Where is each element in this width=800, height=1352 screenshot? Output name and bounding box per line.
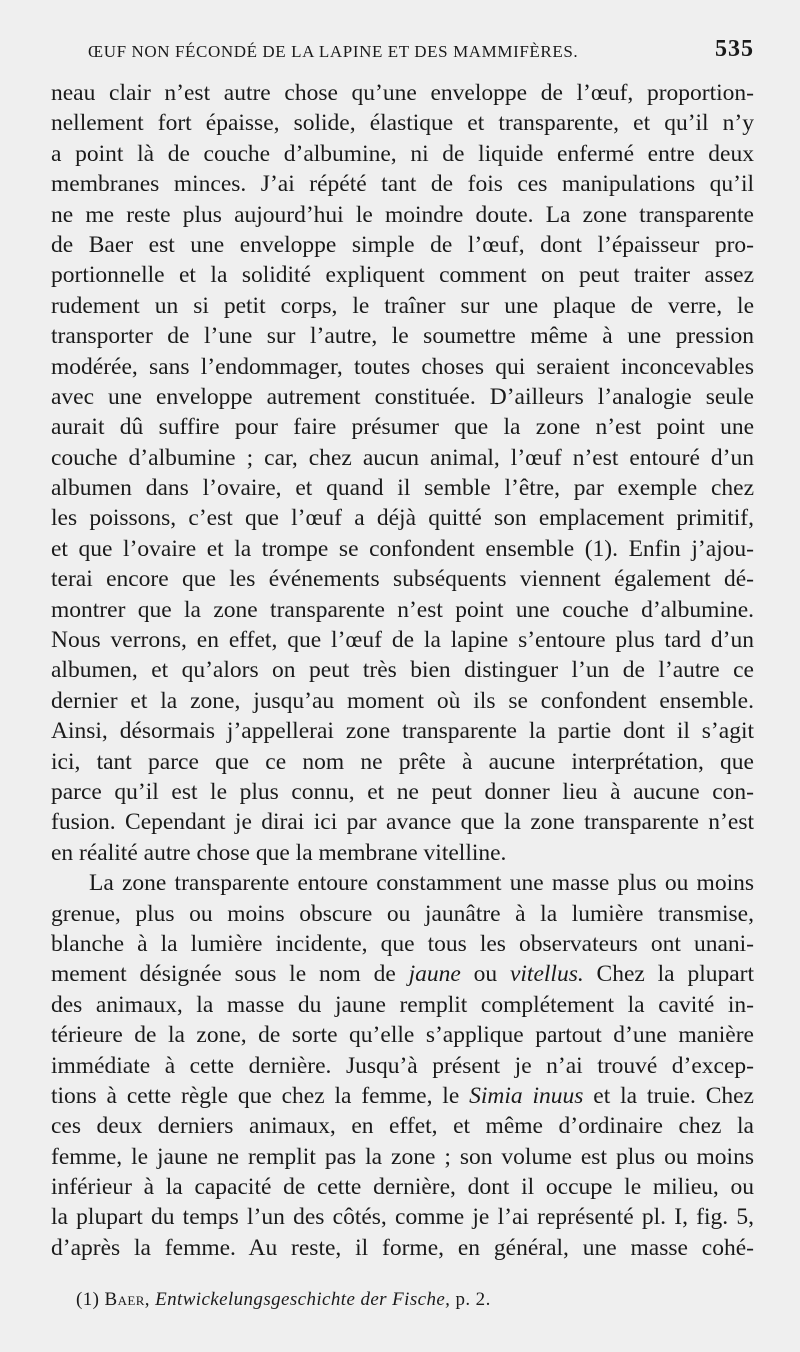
italic-term-simia-inuus: Simia inuus xyxy=(469,1082,584,1109)
text-line: des animaux, la masse du jaune remplit complétement la cavité in- xyxy=(51,991,754,1018)
text-line: ces deux derniers animaux, en effet, et même d’ordinaire chez la xyxy=(51,1113,754,1140)
text-line: Ainsi, désormais j’appellerai zone transparente la partie dont il s’agit xyxy=(51,718,754,745)
text-line: immédiate à cette dernière. Jusqu’à présent je n’ai trouvé d’excep- xyxy=(51,1052,754,1079)
text-line: couche d’albumine ; car, chez aucun animal, l’œuf n’est entouré d’un xyxy=(51,444,754,471)
text-span: et la truie. Chez xyxy=(583,1082,754,1109)
text-line: rudement un si petit corps, le traîner sur une plaque de verre, le xyxy=(51,292,754,319)
text-line: La zone transparente entoure constamment une masse plus ou moins xyxy=(89,870,754,897)
italic-term-vitellus: vitellus. xyxy=(509,961,584,988)
text-line: femme, le jaune ne remplit pas la zone ; son volume est plus ou moins xyxy=(51,1143,754,1170)
text-line: avec une enveloppe autrement constituée. D’ailleurs l’analogie seule xyxy=(51,383,754,410)
text-line: aurait dû suffire pour faire présumer que la zone n’est point une xyxy=(51,414,754,441)
running-title: ŒUF NON FÉCONDÉ DE LA LAPINE ET DES MAMMIFÈRES. xyxy=(88,42,579,61)
paragraph-2 xyxy=(51,868,754,1263)
italic-term-jaune: jaune xyxy=(408,961,461,988)
text-line: fusion. Cependant je dirai ici par avance que la zone transparente n’est xyxy=(51,809,754,836)
text-line: terai encore que les événements subséquents viennent également dé- xyxy=(51,566,754,593)
text-line: ici, tant parce que ce nom ne prête à aucune interprétation, que xyxy=(51,748,754,775)
text-span: Chez la plupart xyxy=(583,961,754,988)
text-line: grenue, plus ou moins obscure ou jaunâtre à la lumière transmise, xyxy=(51,900,754,927)
footnote-mark: (1) xyxy=(76,1289,100,1310)
text-line: inférieur à la capacité de cette dernière, dont il occupe le milieu, ou xyxy=(51,1174,754,1201)
text-line: transporter de l’une sur l’autre, le soumettre même à une pression xyxy=(51,323,754,350)
text-line: la plupart du temps l’un des côtés, comme je l’ai représenté pl. I, fig. 5, xyxy=(51,1204,754,1231)
text-line: a point là de couche d’albumine, ni de liquide enfermé entre deux xyxy=(51,140,754,167)
text-line: de Baer est une enveloppe simple de l’œuf, dont l’épaisseur pro- xyxy=(51,231,754,258)
footnote-page: p. 2. xyxy=(455,1289,491,1310)
text-line: ne me reste plus aujourd’hui le moindre doute. La zone transparente xyxy=(51,201,754,228)
text-line: Nous verrons, en effet, que l’œuf de la lapine s’entoure plus tard d’un xyxy=(51,627,754,654)
text-line: d’après la femme. Au reste, il forme, en général, une masse cohé- xyxy=(51,1234,754,1261)
text-line: parce qu’il est le plus connu, et ne peut donner lieu à aucune con- xyxy=(51,778,754,805)
text-line: térieure de la zone, de sorte qu’elle s’applique partout d’une manière xyxy=(51,1022,754,1049)
body-text xyxy=(51,78,754,1263)
text-line: albumen dans l’ovaire, et quand il semble l’être, par exemple chez xyxy=(51,475,754,502)
page-number: 535 xyxy=(715,36,754,62)
text-line: montrer que la zone transparente n’est point une couche d’albumine. xyxy=(51,596,754,623)
text-line: en réalité autre chose que la membrane vitelline. xyxy=(51,839,507,866)
text-span: tions à cette règle que chez la femme, le xyxy=(51,1082,470,1109)
text-line: blanche à la lumière incidente, que tous les observateurs ont unani- xyxy=(51,930,754,957)
text-line: albumen, et qu’alors on peut très bien distinguer l’un de l’autre ce xyxy=(51,657,754,684)
text-line xyxy=(51,959,754,989)
text-line: et que l’ovaire et la trompe se confondent ensemble (1). Enfin j’ajou- xyxy=(51,535,754,562)
paragraph-1 xyxy=(51,78,754,868)
page-header xyxy=(60,36,754,68)
text-span: mement désignée sous le nom de xyxy=(51,961,409,988)
text-line: membranes minces. J’ai répété tant de fois ces manipulations qu’il xyxy=(51,171,754,198)
footnote xyxy=(76,1289,716,1311)
text-span: ou xyxy=(460,961,510,988)
text-line: portionnelle et la solidité expliquent comment on peut traiter assez xyxy=(51,262,754,289)
text-line: modérée, sans l’endommager, toutes choses qui seraient inconcevables xyxy=(51,353,754,380)
footnote-title: Entwickelungsgeschichte der Fische, xyxy=(155,1289,451,1310)
text-line: nellement fort épaisse, solide, élastique et transparente, et qu’il n’y xyxy=(51,110,754,137)
text-line: neau clair n’est autre chose qu’une enveloppe de l’œuf, proportion- xyxy=(51,80,754,106)
text-line xyxy=(51,1081,754,1111)
text-line: les poissons, c’est que l’œuf a déjà quitté son emplacement primitif, xyxy=(51,505,754,532)
text-line: dernier et la zone, jusqu’au moment où ils se confondent ensemble. xyxy=(51,687,754,714)
footnote-author: Baer, xyxy=(104,1289,150,1310)
